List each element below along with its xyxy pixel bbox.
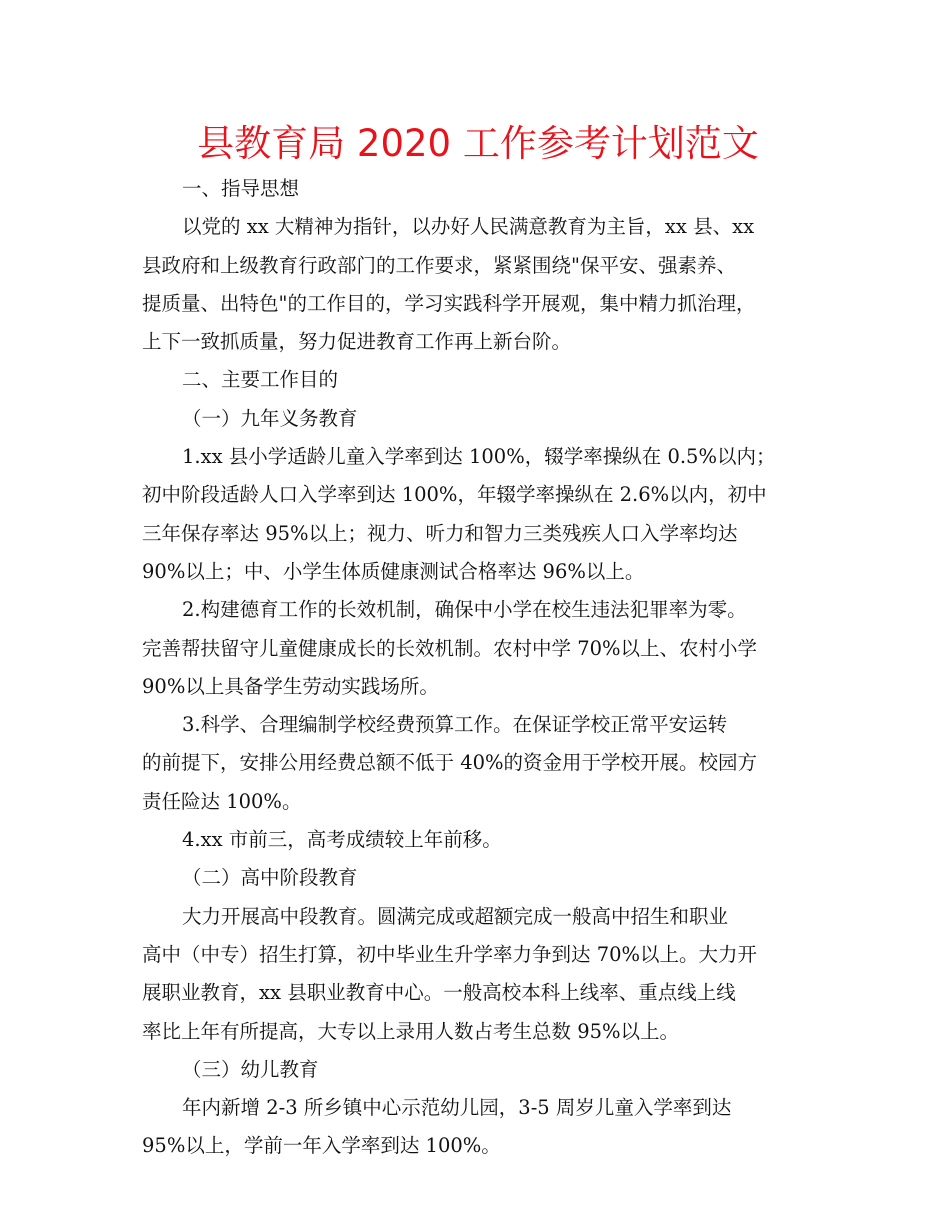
text-line: 90%以上；中、小学生体质健康测试合格率达 96%以上。 [142, 559, 645, 583]
text-line: 以党的 xx 大精神为指针，以办好人民满意教育为主旨，xx 县、xx [182, 215, 755, 239]
text-line: 90%以上具备学生劳动实践场所。 [142, 674, 439, 698]
text-line: 完善帮扶留守儿童健康成长的长效机制。农村中学 70%以上、农村小学 [142, 636, 758, 660]
text-line: 高中（中专）招生打算，初中毕业生升学率力争到达 70%以上。大力开 [142, 942, 758, 966]
text-line: 率比上年有所提高，大专以上录用人数占考生总数 95%以上。 [142, 1019, 680, 1043]
text-line: （一）九年义务教育 [182, 406, 358, 430]
text-line: 三年保存率达 95%以上；视力、听力和智力三类残疾人口入学率均达 [142, 521, 738, 545]
text-line: 展职业教育，xx 县职业教育中心。一般高校本科上线率、重点线上线 [142, 981, 736, 1005]
text-line: 县政府和上级教育行政部门的工作要求，紧紧围绕"保平安、强素养、 [142, 253, 736, 277]
text-line: 上下一致抓质量，努力促进教育工作再上新台阶。 [142, 330, 572, 354]
text-line: 一、指导思想 [182, 177, 300, 200]
text-line: （二）高中阶段教育 [182, 866, 358, 890]
text-line: 初中阶段适龄人口入学率到达 100%，年辍学率操纵在 2.6%以内，初中 [142, 483, 767, 507]
text-line: 3.科学、合理编制学校经费预算工作。在保证学校正常平安运转 [182, 713, 728, 737]
text-line: 2.构建德育工作的长效机制，确保中小学在校生违法犯罪率为零。 [182, 598, 747, 622]
text-line: 大力开展高中段教育。圆满完成或超额完成一般高中招生和职业 [182, 904, 729, 928]
text-line: 4.xx 市前三，高考成绩较上年前移。 [182, 828, 502, 852]
document-page [142, 118, 814, 1166]
text-line: 责任险达 100%。 [142, 789, 302, 813]
document-body [142, 170, 814, 1166]
text-line: 二、主要工作目的 [182, 368, 339, 392]
text-line: 的前提下，安排公用经费总额不低于 40%的资金用于学校开展。校园方 [142, 751, 758, 775]
text-line: 提质量、出特色"的工作目的，学习实践科学开展观，集中精力抓治理， [142, 291, 756, 315]
text-line: （三）幼儿教育 [182, 1057, 319, 1081]
text-line: 95%以上，学前一年入学率到达 100%。 [142, 1134, 501, 1158]
text-line: 年内新增 2-3 所乡镇中心示范幼儿园，3-5 周岁儿童入学率到达 [182, 1096, 732, 1120]
text-line: 1.xx 县小学适龄儿童入学率到达 100%，辍学率操纵在 0.5%以内； [182, 445, 776, 469]
document-title: 县教育局 2020 工作参考计划范文 [197, 122, 759, 165]
